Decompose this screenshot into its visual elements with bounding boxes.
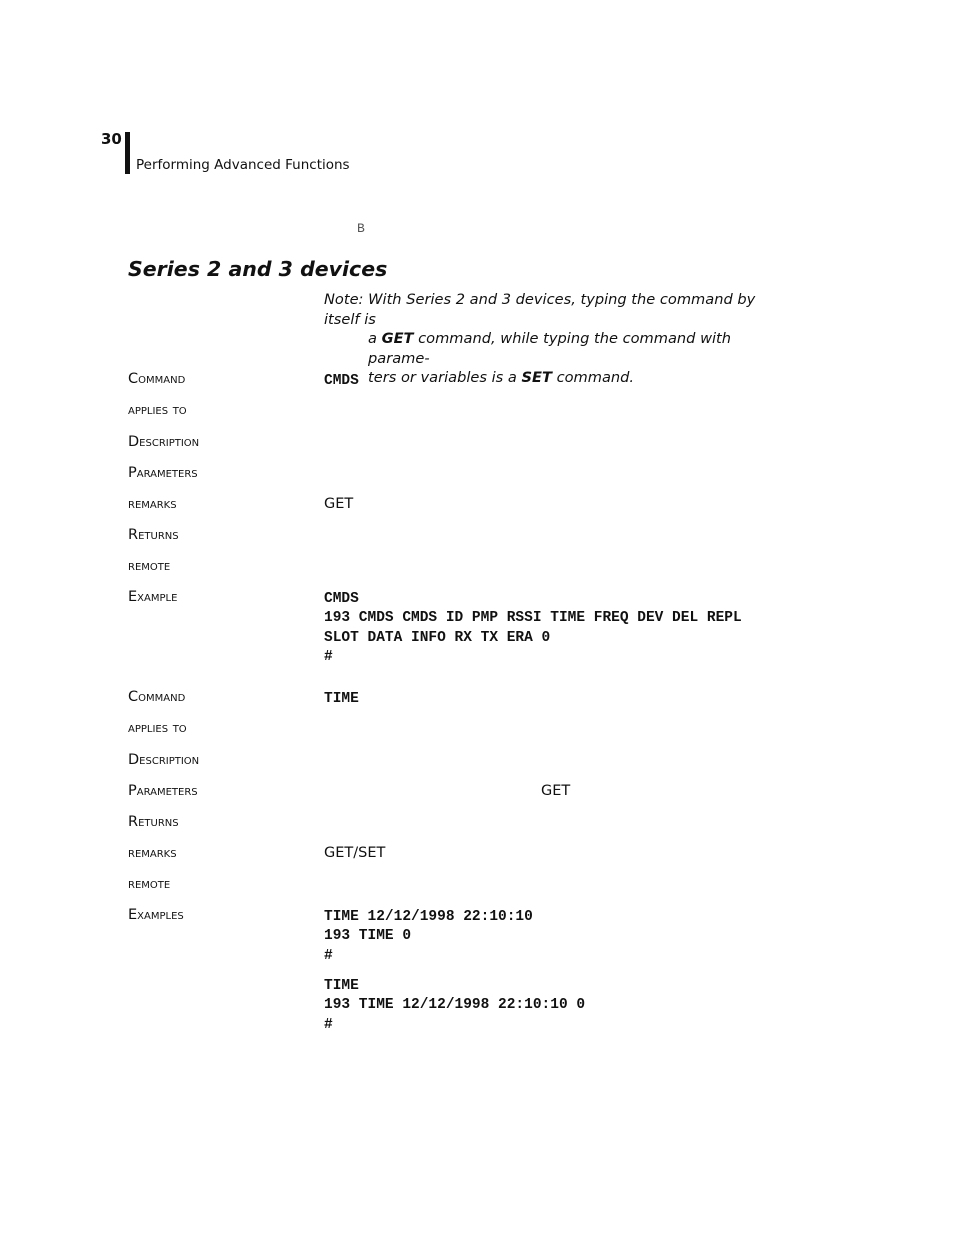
label-parameters: Parameters (128, 465, 198, 481)
label-parameters: Parameters (128, 783, 198, 799)
code-line: # (324, 648, 333, 665)
note-emphasis-set: SET (521, 369, 552, 386)
header-rule (125, 132, 130, 174)
code-line: 193 TIME 12/12/1998 22:10:10 0 (324, 997, 586, 1014)
note-text: a (368, 330, 382, 347)
label-applies-to: applies to (128, 720, 187, 736)
time-command-value: TIME (324, 691, 359, 707)
time-remarks-value: GET/SET (324, 845, 386, 861)
time-example-1 (324, 908, 533, 966)
label-examples: Examples (128, 907, 184, 923)
note-text: command, while typing the command with parame- (368, 330, 732, 367)
label-returns: Returns (128, 527, 179, 543)
cmds-remarks-value: GET (324, 496, 354, 512)
code-line: 193 CMDS CMDS ID PMP RSSI TIME FREQ DEV DEL REPL (324, 610, 742, 627)
section-heading: Series 2 and 3 devices (128, 257, 388, 281)
code-line: 193 TIME 0 (324, 928, 412, 945)
label-returns: Returns (128, 814, 179, 830)
code-line: TIME (324, 978, 359, 994)
label-description: Description (128, 752, 200, 768)
code-line: # (324, 1016, 333, 1033)
label-remarks: remarks (128, 845, 177, 861)
label-command: Command (128, 371, 186, 387)
code-line: SLOT DATA INFO RX TX ERA 0 (324, 629, 551, 646)
time-example-2 (324, 977, 585, 1035)
code-line: CMDS (324, 591, 359, 607)
label-applies-to: applies to (128, 402, 187, 418)
note-line-1: Note: With Series 2 and 3 devices, typing the command by itself is (324, 291, 756, 328)
note-emphasis-get: GET (381, 330, 414, 347)
stray-letter: B (357, 221, 365, 236)
code-line: TIME 12/12/1998 22:10:10 (324, 909, 533, 925)
running-header: Performing Advanced Functions (136, 157, 350, 173)
page-number: 30 (101, 130, 122, 148)
note-line-2 (324, 329, 794, 368)
cmds-example-block (324, 590, 742, 667)
note-text: command. (551, 369, 635, 386)
note-line-3 (324, 368, 794, 388)
note-text: ters or variables is a (368, 369, 522, 386)
label-command: Command (128, 689, 186, 705)
label-remote: remote (128, 876, 171, 892)
note-paragraph (324, 290, 794, 388)
cmds-command-value: CMDS (324, 373, 359, 389)
code-line: # (324, 947, 333, 964)
label-remote: remote (128, 558, 171, 574)
label-description: Description (128, 434, 200, 450)
label-example: Example (128, 589, 178, 605)
label-remarks: remarks (128, 496, 177, 512)
time-parameters-value: GET (541, 783, 571, 799)
